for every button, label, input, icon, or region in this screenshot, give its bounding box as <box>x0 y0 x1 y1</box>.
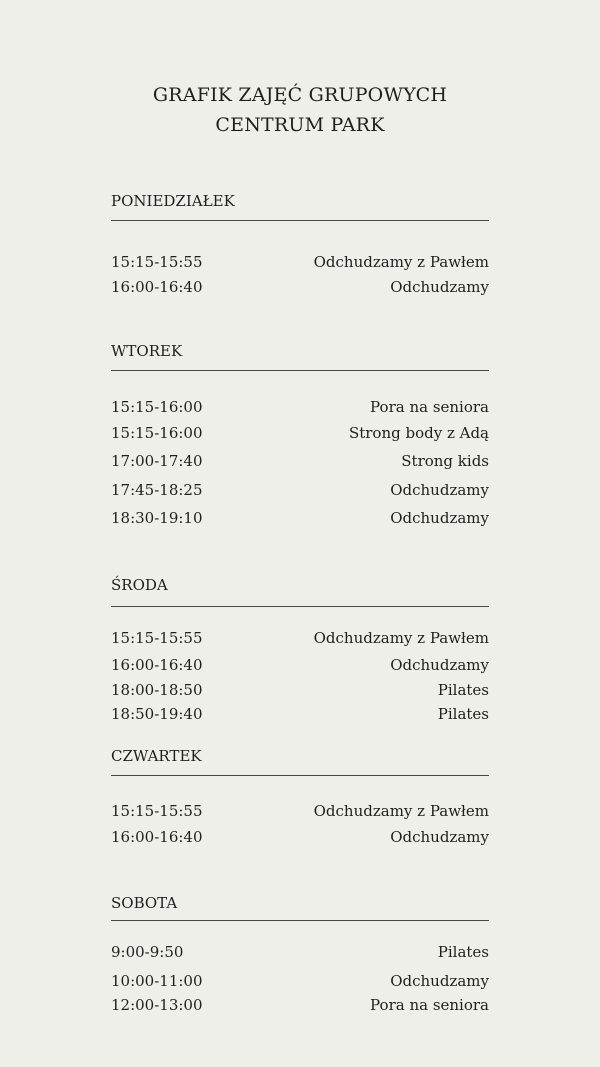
day-heading-saturday: SOBOTA <box>111 894 178 912</box>
schedule-row <box>111 830 489 845</box>
session-name: Odchudzamy <box>390 972 489 990</box>
session-time: 12:00-13:00 <box>111 996 203 1014</box>
session-name: Odchudzamy <box>390 828 489 846</box>
session-name: Pora na seniora <box>370 996 489 1014</box>
session-time: 15:15-15:55 <box>111 802 203 820</box>
schedule-row <box>111 974 489 989</box>
schedule-row <box>111 511 489 526</box>
day-heading-monday: PONIEDZIAŁEK <box>111 192 235 210</box>
schedule-row <box>111 400 489 415</box>
session-name: Odchudzamy <box>390 656 489 674</box>
schedule-row <box>111 804 489 819</box>
session-time: 18:00-18:50 <box>111 681 203 699</box>
session-time: 16:00-16:40 <box>111 278 203 296</box>
session-time: 18:30-19:10 <box>111 509 203 527</box>
session-time: 16:00-16:40 <box>111 656 203 674</box>
day-divider <box>111 775 489 776</box>
schedule-row <box>111 683 489 698</box>
session-name: Strong kids <box>401 452 489 470</box>
schedule-row <box>111 426 489 441</box>
day-divider <box>111 606 489 607</box>
session-name: Odchudzamy <box>390 509 489 527</box>
session-name: Pilates <box>437 705 489 723</box>
session-name: Odchudzamy <box>390 278 489 296</box>
page-title: GRAFIK ZAJĘĆ GRUPOWYCH <box>152 84 448 106</box>
session-time: 17:00-17:40 <box>111 452 203 470</box>
schedule-row <box>111 483 489 498</box>
session-name: Odchudzamy z Pawłem <box>313 629 489 647</box>
session-name: Odchudzamy z Pawłem <box>313 253 489 271</box>
day-divider <box>111 920 489 921</box>
schedule-row <box>111 658 489 673</box>
day-heading-wednesday: ŚRODA <box>111 576 168 594</box>
session-name: Pilates <box>437 681 489 699</box>
page-subtitle: CENTRUM PARK <box>215 114 385 136</box>
schedule-row <box>111 280 489 295</box>
session-time: 17:45-18:25 <box>111 481 203 499</box>
session-time: 10:00-11:00 <box>111 972 203 990</box>
day-heading-thursday: CZWARTEK <box>111 747 202 765</box>
schedule-row <box>111 945 489 960</box>
session-name: Pilates <box>437 943 489 961</box>
session-time: 18:50-19:40 <box>111 705 203 723</box>
session-name: Strong body z Adą <box>348 424 489 442</box>
schedule-row <box>111 631 489 646</box>
session-time: 15:15-15:55 <box>111 253 203 271</box>
schedule-row <box>111 255 489 270</box>
session-time: 15:15-15:55 <box>111 629 203 647</box>
schedule-row <box>111 707 489 722</box>
session-time: 15:15-16:00 <box>111 424 203 442</box>
session-time: 9:00-9:50 <box>111 943 184 961</box>
session-time: 15:15-16:00 <box>111 398 203 416</box>
session-time: 16:00-16:40 <box>111 828 203 846</box>
session-name: Odchudzamy z Pawłem <box>313 802 489 820</box>
session-name: Odchudzamy <box>390 481 489 499</box>
day-divider <box>111 370 489 371</box>
day-divider <box>111 220 489 221</box>
day-heading-tuesday: WTOREK <box>111 342 183 360</box>
schedule-row <box>111 998 489 1013</box>
schedule-row <box>111 454 489 469</box>
session-name: Pora na seniora <box>370 398 489 416</box>
